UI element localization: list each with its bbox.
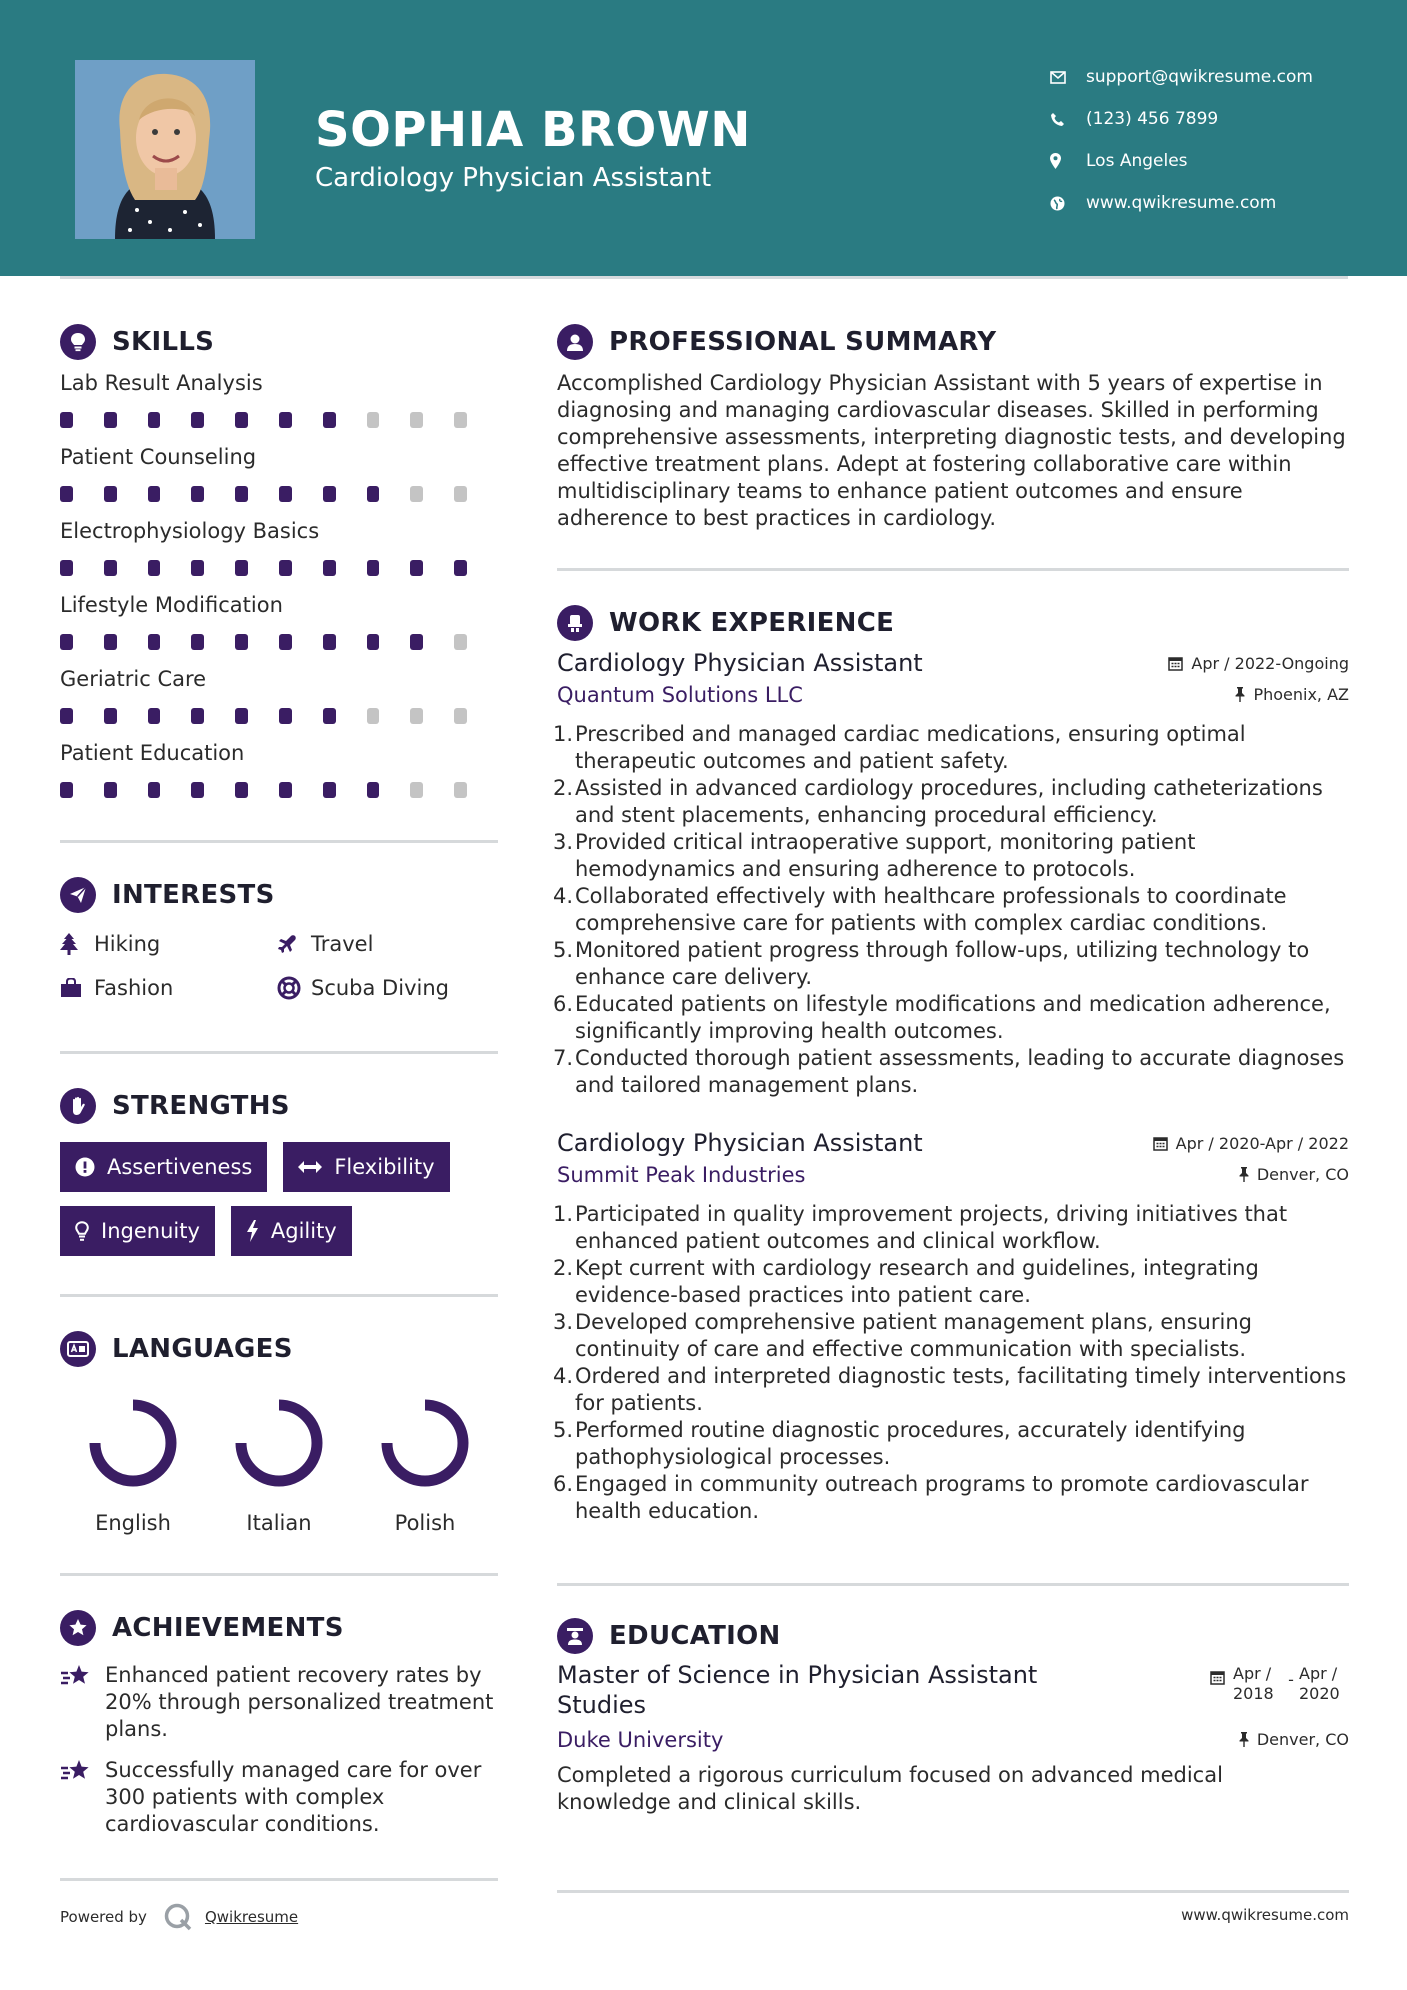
skill-dot-filled: [104, 634, 117, 650]
job-duties: [553, 721, 1349, 1099]
language-level-ring: [83, 1393, 183, 1493]
footer-url[interactable]: www.qwikresume.com: [1181, 1906, 1349, 1924]
skill-dot-filled: [104, 560, 117, 576]
skill-rating: [60, 620, 498, 664]
skill-dot-filled: [279, 634, 292, 650]
interest-label: Scuba Diving: [311, 976, 449, 1000]
contact-location-text: Los Angeles: [1086, 151, 1188, 171]
education-header: [557, 1660, 1349, 1720]
header-banner: [0, 0, 1407, 276]
duty-text: Performed routine diagnostic procedures, accurately identifying pathophysiological processes.: [575, 1418, 1246, 1469]
calendar-icon: [1153, 1136, 1168, 1151]
contact-email[interactable]: [1050, 56, 1313, 98]
education-subheader: [557, 1728, 1349, 1752]
skill-dot-filled: [279, 708, 292, 724]
exclamation-circle-icon: [75, 1157, 95, 1177]
life-ring-icon: [277, 976, 311, 1000]
skill-dot-filled: [279, 782, 292, 798]
school-name: Duke University: [557, 1728, 724, 1752]
achievement-item: [60, 1662, 498, 1743]
header-divider: [60, 276, 1348, 279]
skills-title: SKILLS: [112, 327, 215, 357]
education-dates: [1210, 1660, 1349, 1720]
skill-dot-filled: [367, 560, 380, 576]
qwikresume-link[interactable]: Qwikresume: [204, 1908, 299, 1926]
interest-item: [277, 975, 494, 1001]
duty-text: Assisted in advanced cardiology procedures, including catheterizations and stent placements, enhancing procedural efficiency.: [575, 776, 1323, 827]
skill-dot-filled: [104, 486, 117, 502]
skill-dot-filled: [60, 782, 73, 798]
education-section: [557, 1614, 1349, 1816]
arrows-horizontal-icon: [298, 1160, 322, 1174]
skill-dot-filled: [104, 782, 117, 798]
skill-dot-empty: [410, 412, 423, 428]
skill-dot-filled: [235, 634, 248, 650]
achievements-section: [60, 1606, 498, 1838]
language-card-icon: [60, 1331, 96, 1367]
job-location: [1235, 685, 1349, 704]
job-location-text: Denver, CO: [1256, 1165, 1349, 1184]
strength-label: Flexibility: [334, 1155, 435, 1179]
duty-number: 4.: [553, 884, 574, 908]
duty-item: [553, 1471, 1349, 1525]
experience-section: [553, 601, 1349, 1525]
contact-location: [1050, 140, 1313, 182]
star-badge-icon: [60, 1610, 96, 1646]
skill-dot-filled: [148, 412, 161, 428]
duty-text: Collaborated effectively with healthcare professionals to coordinate comprehensive care for patients with complex cardiac conditions.: [575, 884, 1287, 935]
envelope-icon: [1050, 71, 1086, 84]
section-divider: [60, 1294, 498, 1297]
contact-phone[interactable]: [1050, 98, 1313, 140]
contact-website-text: www.qwikresume.com: [1086, 193, 1277, 213]
section-divider: [557, 568, 1349, 571]
powered-by-text: Powered by: [60, 1908, 147, 1926]
duty-number: 3.: [553, 830, 574, 854]
duty-text: Conducted thorough patient assessments, leading to accurate diagnoses and tailored management plans.: [575, 1046, 1345, 1097]
skill-dot-filled: [367, 634, 380, 650]
strengths-list: [60, 1142, 498, 1256]
education-location-text: Denver, CO: [1256, 1730, 1349, 1749]
duty-text: Kept current with cardiology research and guidelines, integrating evidence-based practices into patient care.: [575, 1256, 1259, 1307]
degree-name: Master of Science in Physician Assistant Studies: [557, 1661, 1038, 1719]
skill-item: [60, 738, 498, 812]
skill-dot-filled: [60, 486, 73, 502]
strength-label: Assertiveness: [107, 1155, 253, 1179]
summary-heading: [557, 320, 1349, 364]
duty-item: [553, 937, 1349, 991]
graduation-icon: [557, 1618, 593, 1654]
interest-label: Travel: [311, 932, 374, 956]
skill-dot-filled: [410, 560, 423, 576]
skill-dot-filled: [235, 560, 248, 576]
languages-heading: [60, 1327, 498, 1371]
skill-dot-filled: [454, 560, 467, 576]
skill-dot-filled: [323, 782, 336, 798]
skill-dot-filled: [104, 708, 117, 724]
job-dates-text: Apr / 2020-Apr / 2022: [1175, 1134, 1349, 1153]
strength-label: Ingenuity: [101, 1219, 200, 1243]
job-location-text: Phoenix, AZ: [1253, 685, 1349, 704]
job-title: Cardiology Physician Assistant: [557, 649, 923, 677]
skill-dot-empty: [410, 486, 423, 502]
skill-dot-filled: [367, 782, 380, 798]
skill-dot-empty: [454, 486, 467, 502]
duty-item: [553, 775, 1349, 829]
skill-dot-filled: [148, 708, 161, 724]
duty-text: Monitored patient progress through follow-ups, utilizing technology to enhance care delivery.: [575, 938, 1310, 989]
skill-item: [60, 590, 498, 664]
duty-number: 7.: [553, 1046, 574, 1070]
shopping-bag-icon: [60, 978, 94, 998]
summary-section: [557, 320, 1349, 532]
section-divider: [60, 840, 498, 843]
skill-dot-empty: [454, 412, 467, 428]
experience-title: WORK EXPERIENCE: [609, 608, 895, 638]
language-item: [206, 1393, 352, 1535]
lightbulb-icon: [60, 324, 96, 360]
right-column: [553, 320, 1349, 1816]
contact-list: [1050, 56, 1313, 224]
skill-dot-filled: [191, 412, 204, 428]
duty-number: 6.: [553, 1472, 574, 1496]
skill-dot-empty: [367, 708, 380, 724]
language-item: [352, 1393, 498, 1535]
duty-item: [553, 1201, 1349, 1255]
interests-list: [60, 931, 498, 1001]
skill-dot-filled: [191, 486, 204, 502]
calendar-icon: [1168, 656, 1183, 671]
skills-section: [60, 320, 498, 812]
skill-dot-filled: [235, 708, 248, 724]
strengths-title: STRENGTHS: [112, 1091, 290, 1121]
duty-item: [553, 1309, 1349, 1363]
skill-dot-filled: [60, 708, 73, 724]
paper-plane-icon: [60, 877, 96, 913]
skill-dot-filled: [60, 560, 73, 576]
pushpin-icon: [1239, 1167, 1249, 1182]
skill-name: Patient Counseling: [60, 445, 257, 469]
skill-name: Lab Result Analysis: [60, 371, 263, 395]
skill-dot-filled: [60, 412, 73, 428]
skills-list: [60, 368, 498, 812]
job-subheader: [557, 1163, 1349, 1187]
duty-text: Provided critical intraoperative support, monitoring patient hemodynamics and ensuring adherence to protocols.: [575, 830, 1196, 881]
skill-item: [60, 442, 498, 516]
user-icon: [557, 324, 593, 360]
company-name: Quantum Solutions LLC: [557, 683, 803, 707]
section-divider: [557, 1583, 1349, 1586]
bolt-icon: [246, 1220, 259, 1242]
duty-number: 4.: [553, 1364, 574, 1388]
education-heading: [557, 1614, 1349, 1658]
map-pin-icon: [1050, 153, 1086, 169]
job-dates: [1153, 1134, 1349, 1153]
job-location: [1239, 1165, 1349, 1184]
job-entry: [553, 649, 1349, 1099]
skill-name: Electrophysiology Basics: [60, 519, 320, 543]
skill-dot-filled: [279, 560, 292, 576]
section-divider: [60, 1573, 498, 1576]
duty-text: Developed comprehensive patient management plans, ensuring continuity of care and effective communication with specialists.: [575, 1310, 1252, 1361]
skill-rating: [60, 398, 498, 442]
briefcase-icon: [557, 605, 593, 641]
duty-item: [553, 721, 1349, 775]
education-title: EDUCATION: [609, 1621, 781, 1651]
skill-dot-filled: [104, 412, 117, 428]
duty-number: 3.: [553, 1310, 574, 1334]
plane-icon: [277, 934, 311, 954]
language-level-ring: [375, 1393, 475, 1493]
skill-dot-filled: [148, 782, 161, 798]
skill-dot-filled: [323, 412, 336, 428]
interest-item: [60, 931, 277, 957]
interests-section: [60, 873, 498, 1001]
interests-heading: [60, 873, 498, 917]
job-duties: [553, 1201, 1349, 1525]
skill-dot-empty: [454, 708, 467, 724]
duty-item: [553, 1045, 1349, 1099]
duty-text: Ordered and interpreted diagnostic tests, facilitating timely interventions for patients.: [575, 1364, 1347, 1415]
duty-number: 1.: [553, 1202, 574, 1226]
education-end: Apr / 2020: [1299, 1664, 1340, 1703]
skill-dot-empty: [454, 782, 467, 798]
interests-title: INTERESTS: [112, 880, 275, 910]
shooting-star-icon: [60, 1662, 105, 1743]
pushpin-icon: [1239, 1732, 1249, 1747]
language-label: Polish: [394, 1511, 456, 1535]
skill-dot-filled: [148, 634, 161, 650]
languages-list: [60, 1393, 498, 1535]
left-column: [60, 320, 498, 1881]
skill-dot-filled: [410, 634, 423, 650]
experience-heading: [557, 601, 1349, 645]
skill-rating: [60, 472, 498, 516]
skill-name: Patient Education: [60, 741, 245, 765]
duty-text: Participated in quality improvement projects, driving initiatives that enhanced patient outcomes and clinical workflow.: [575, 1202, 1288, 1253]
footer-powered-by: [60, 1902, 298, 1932]
skill-dot-filled: [191, 560, 204, 576]
skill-item: [60, 664, 498, 738]
summary-title: PROFESSIONAL SUMMARY: [609, 327, 997, 357]
skill-dot-filled: [235, 412, 248, 428]
job-header: [557, 649, 1349, 677]
duty-number: 6.: [553, 992, 574, 1016]
interest-label: Hiking: [94, 932, 161, 956]
skill-dot-filled: [367, 486, 380, 502]
footer-divider: [557, 1890, 1349, 1893]
section-divider: [60, 1051, 498, 1054]
duty-item: [553, 991, 1349, 1045]
date-separator: -: [1288, 1670, 1294, 1689]
skill-dot-filled: [323, 634, 336, 650]
languages-section: [60, 1327, 498, 1535]
language-label: English: [95, 1511, 171, 1535]
interest-item: [60, 975, 277, 1001]
duty-item: [553, 1363, 1349, 1417]
achievements-title: ACHIEVEMENTS: [112, 1613, 344, 1643]
skill-dot-filled: [148, 560, 161, 576]
duty-text: Engaged in community outreach programs to promote cardiovascular health education.: [575, 1472, 1309, 1523]
duty-text: Educated patients on lifestyle modifications and medication adherence, significantly improving health outcomes.: [575, 992, 1331, 1043]
skill-item: [60, 368, 498, 442]
strengths-heading: [60, 1084, 498, 1128]
interest-label: Fashion: [94, 976, 174, 1000]
contact-phone-text: (123) 456 7899: [1086, 109, 1219, 129]
contact-email-text: support@qwikresume.com: [1086, 67, 1313, 87]
achievement-text: Enhanced patient recovery rates by 20% through personalized treatment plans.: [105, 1663, 494, 1741]
skill-dot-filled: [191, 782, 204, 798]
skill-dot-filled: [235, 782, 248, 798]
strength-label: Agility: [270, 1219, 337, 1243]
achievements-heading: [60, 1606, 498, 1650]
job-title: Cardiology Physician Assistant: [557, 1129, 923, 1157]
duty-number: 5.: [553, 1418, 574, 1442]
achievement-item: [60, 1757, 498, 1838]
languages-title: LANGUAGES: [112, 1334, 293, 1364]
strengths-section: [60, 1084, 498, 1256]
skill-dot-filled: [191, 708, 204, 724]
language-item: [60, 1393, 206, 1535]
duty-number: 2.: [553, 1256, 574, 1280]
skill-name: Lifestyle Modification: [60, 593, 283, 617]
strength-badge: [60, 1142, 267, 1192]
language-level-ring: [229, 1393, 329, 1493]
duty-item: [553, 883, 1349, 937]
achievement-text: Successfully managed care for over 300 patients with complex cardiovascular conditions.: [105, 1758, 482, 1836]
candidate-role: Cardiology Physician Assistant: [315, 163, 712, 193]
skill-dot-filled: [191, 634, 204, 650]
duty-number: 2.: [553, 776, 574, 800]
duty-item: [553, 1255, 1349, 1309]
skill-dot-empty: [410, 782, 423, 798]
tree-icon: [60, 933, 94, 955]
duty-number: 1.: [553, 722, 574, 746]
education-location: [1239, 1730, 1349, 1749]
qwikresume-logo-icon: [163, 1902, 193, 1932]
duty-item: [553, 1417, 1349, 1471]
profile-photo: [75, 60, 255, 239]
job-subheader: [557, 683, 1349, 707]
skill-dot-empty: [454, 634, 467, 650]
strength-badge: [231, 1206, 352, 1256]
education-start: Apr / 2018: [1233, 1664, 1274, 1703]
skill-dot-filled: [60, 634, 73, 650]
skill-rating: [60, 694, 498, 738]
job-header: [557, 1129, 1349, 1157]
pushpin-icon: [1235, 687, 1245, 702]
skill-item: [60, 516, 498, 590]
duty-text: Prescribed and managed cardiac medications, ensuring optimal therapeutic outcomes and patient safety.: [575, 722, 1246, 773]
skill-dot-filled: [323, 708, 336, 724]
contact-website[interactable]: [1050, 182, 1313, 224]
education-description: Completed a rigorous curriculum focused on advanced medical knowledge and clinical skills.: [557, 1763, 1223, 1814]
skill-dot-filled: [323, 486, 336, 502]
hand-icon: [60, 1088, 96, 1124]
job-entry: [553, 1129, 1349, 1525]
strength-badge: [283, 1142, 449, 1192]
section-divider: [60, 1878, 498, 1881]
candidate-name: SOPHIA BROWN: [315, 102, 751, 158]
skill-dot-filled: [235, 486, 248, 502]
skill-rating: [60, 768, 498, 812]
skill-dot-filled: [279, 412, 292, 428]
summary-text: Accomplished Cardiology Physician Assistant with 5 years of expertise in diagnosing and managing cardiovascular diseases. Skilled in performing comprehensive assessments, interpreting diagnostic tests, and developing effective treatment plans. Adept at fostering collaborative care within multidisciplinary teams to enhance patient outcomes and ensure adherence to best practices in cardiology.: [557, 371, 1346, 530]
lightbulb-icon: [75, 1221, 89, 1242]
language-label: Italian: [246, 1511, 312, 1535]
interest-item: [277, 931, 494, 957]
globe-icon: [1050, 196, 1086, 211]
skill-dot-filled: [279, 486, 292, 502]
company-name: Summit Peak Industries: [557, 1163, 806, 1187]
skill-dot-filled: [323, 560, 336, 576]
skill-dot-empty: [410, 708, 423, 724]
skill-rating: [60, 546, 498, 590]
skills-heading: [60, 320, 498, 364]
skill-dot-filled: [148, 486, 161, 502]
skill-dot-empty: [367, 412, 380, 428]
duty-number: 5.: [553, 938, 574, 962]
duty-item: [553, 829, 1349, 883]
job-dates-text: Apr / 2022-Ongoing: [1191, 654, 1349, 673]
shooting-star-icon: [60, 1757, 105, 1838]
strength-badge: [60, 1206, 215, 1256]
phone-icon: [1050, 112, 1086, 127]
calendar-icon: [1210, 1670, 1225, 1685]
job-dates: [1168, 654, 1349, 673]
skill-name: Geriatric Care: [60, 667, 207, 691]
